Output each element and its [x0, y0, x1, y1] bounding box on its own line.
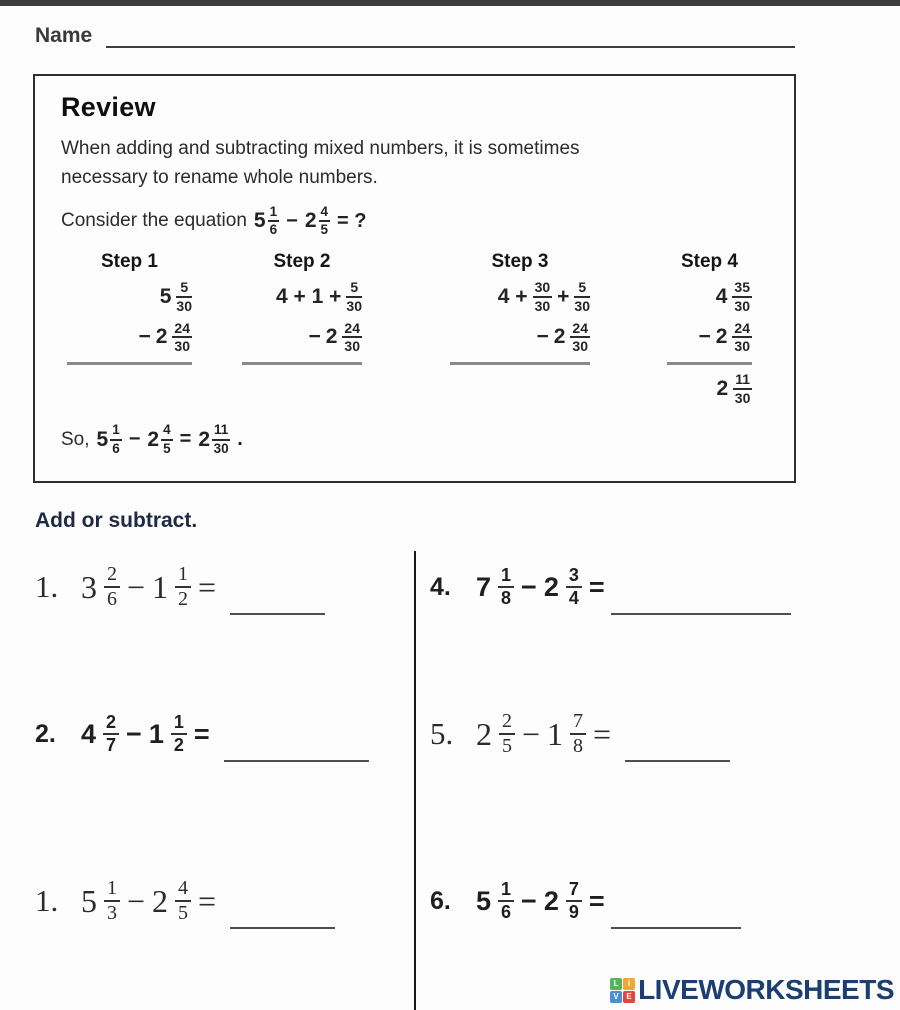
denominator: 5	[502, 735, 512, 757]
step-label: Step 4	[680, 251, 739, 273]
fraction	[172, 321, 192, 354]
minus-operator: −	[521, 885, 537, 916]
whole-number: 2	[543, 571, 559, 602]
denominator: 30	[344, 338, 360, 355]
equals-sign: =	[198, 882, 217, 919]
answer-blank[interactable]	[230, 585, 325, 615]
subtraction-rule	[450, 362, 590, 365]
minus-operator: −	[126, 718, 142, 749]
numerator: 1	[110, 423, 122, 440]
answer-blank[interactable]	[230, 899, 335, 929]
review-intro-line1: When adding and subtracting mixed numbers, it is sometimes	[61, 138, 580, 159]
answer-blank[interactable]	[611, 899, 741, 929]
step-bottom-line	[450, 321, 590, 354]
numerator: 4	[175, 878, 191, 902]
equals-sign: =	[198, 568, 217, 605]
whole-number: 2	[715, 325, 728, 349]
fraction	[161, 423, 173, 455]
numerator: 1	[104, 878, 120, 902]
step-bottom-line	[242, 321, 362, 354]
step-top-line	[67, 280, 192, 313]
denominator: 9	[568, 902, 579, 922]
fraction	[319, 205, 331, 237]
problem-number: 1.	[35, 883, 59, 918]
plus-operator: +	[557, 284, 570, 308]
fraction	[104, 878, 120, 924]
whole-number: 7	[476, 571, 492, 602]
denominator: 2	[178, 588, 189, 610]
whole-number: 5	[96, 427, 109, 451]
denominator: 5	[178, 902, 189, 924]
numerator: 2	[499, 711, 515, 735]
numerator: 1	[268, 205, 280, 222]
denominator: 8	[501, 588, 512, 608]
minus-operator: −	[698, 325, 711, 349]
problem-number: 4.	[430, 572, 451, 601]
numerator: 2	[104, 564, 120, 588]
liveworksheets-logo[interactable]	[610, 974, 894, 1006]
whole-number: 2	[553, 325, 566, 349]
denominator: 6	[501, 902, 512, 922]
logo-mark	[610, 978, 635, 1003]
step-label: Step 2	[273, 251, 331, 273]
expression-text: 4 +	[497, 284, 528, 308]
fraction	[104, 564, 120, 610]
numerator: 3	[566, 566, 582, 588]
problem-expression	[81, 878, 216, 924]
denominator: 30	[213, 440, 229, 456]
conclusion-line	[61, 423, 774, 455]
problem-expression	[476, 880, 605, 922]
problem-row-6	[430, 865, 900, 937]
minus-operator: −	[536, 325, 549, 349]
fraction	[110, 423, 122, 455]
problem-expression	[476, 566, 605, 608]
whole-number: 5	[476, 885, 492, 916]
subtraction-rule	[67, 362, 192, 365]
minus-operator: −	[138, 325, 151, 349]
whole-number: 1	[148, 718, 164, 749]
mixed-number	[147, 423, 172, 455]
step-bottom-line	[667, 321, 752, 354]
whole-number: 2	[304, 209, 317, 233]
mixed-number	[97, 423, 122, 455]
whole-number: 2	[155, 325, 168, 349]
fraction	[732, 280, 752, 313]
whole-number: 2	[198, 427, 210, 451]
denominator: 6	[269, 222, 278, 238]
step-column-2	[242, 251, 362, 365]
fraction	[570, 711, 586, 757]
denominator: 6	[107, 588, 117, 610]
whole-number: 1	[152, 568, 169, 605]
whole-number: 2	[543, 885, 559, 916]
whole-number: 2	[152, 882, 169, 919]
numerator: 1	[171, 713, 187, 735]
denominator: 5	[163, 440, 171, 456]
minus-operator: −	[127, 882, 146, 919]
consider-equation-line	[61, 205, 774, 237]
step-column-1	[67, 251, 192, 365]
step-top-line	[242, 280, 362, 313]
numerator: 7	[566, 880, 582, 902]
mixed-number	[198, 423, 230, 455]
numerator: 7	[570, 711, 586, 735]
denominator: 30	[734, 297, 750, 314]
whole-number: 1	[547, 715, 564, 752]
fraction	[499, 711, 515, 757]
problem-expression	[81, 713, 210, 755]
problem-row-2	[35, 698, 414, 770]
numerator: 4	[319, 205, 331, 222]
review-title: Review	[61, 92, 156, 122]
steps-row	[61, 251, 774, 405]
step-top-line	[450, 280, 590, 313]
step-column-4	[667, 251, 752, 405]
denominator: 4	[568, 588, 579, 608]
minus-operator: −	[521, 571, 537, 602]
fraction	[733, 372, 752, 405]
fraction	[498, 880, 514, 922]
step-bottom-line	[67, 321, 192, 354]
fraction	[533, 280, 553, 313]
equals-sign: =	[588, 571, 605, 602]
denominator: 6	[112, 440, 120, 456]
whole-number: 4	[715, 284, 728, 308]
fraction	[574, 280, 590, 313]
review-intro-line2: necessary to rename whole numbers.	[61, 167, 378, 189]
minus-operator: −	[308, 325, 321, 349]
problem-number: 2.	[35, 719, 56, 748]
numerator: 5	[346, 280, 362, 298]
scan-edge-bar	[0, 0, 900, 6]
column-divider	[414, 551, 416, 1010]
minus-operator: −	[522, 715, 541, 752]
numerator: 35	[732, 280, 752, 298]
fraction	[732, 321, 752, 354]
numerator: 5	[176, 280, 192, 298]
denominator: 30	[734, 389, 751, 406]
step-column-3	[450, 251, 590, 365]
mixed-number	[305, 205, 330, 237]
logo-square-v: V	[610, 991, 622, 1003]
denominator: 5	[320, 222, 329, 238]
step-label: Step 3	[491, 251, 549, 273]
denominator: 30	[534, 297, 551, 314]
fraction	[342, 321, 362, 354]
answer-blank[interactable]	[224, 732, 369, 762]
numerator: 5	[574, 280, 590, 298]
denominator: 30	[174, 338, 190, 355]
denominator: 30	[176, 297, 192, 314]
subtraction-rule	[667, 362, 752, 365]
logo-wordmark: LIVEWORKSHEETS	[638, 974, 894, 1005]
numerator: 2	[103, 713, 119, 735]
fraction	[566, 880, 582, 922]
problem-number: 6.	[430, 886, 451, 915]
numerator: 1	[498, 880, 514, 902]
fraction	[176, 280, 192, 313]
expression-text: 4 + 1 +	[276, 284, 342, 308]
numerator: 24	[172, 321, 192, 339]
review-box	[33, 74, 796, 483]
numerator: 11	[212, 423, 230, 440]
name-label: Name	[35, 24, 93, 47]
problem-number: 5.	[430, 716, 454, 751]
numerator: 24	[570, 321, 590, 339]
problem-expression	[81, 564, 216, 610]
fraction	[175, 564, 191, 610]
denominator: 30	[346, 297, 362, 314]
step-label: Step 1	[100, 251, 159, 273]
numerator: 11	[733, 372, 752, 390]
problems-area	[0, 541, 900, 1010]
step-result-line	[667, 372, 752, 405]
problem-row-3	[35, 865, 414, 937]
numerator: 24	[732, 321, 752, 339]
problems-right-column	[414, 541, 900, 1010]
fraction	[498, 566, 514, 608]
minus-operator: −	[127, 568, 146, 605]
problems-left-column	[0, 541, 414, 1010]
minus-operator: −	[286, 209, 298, 232]
denominator: 3	[107, 902, 117, 924]
period: .	[237, 428, 243, 451]
numerator: 1	[498, 566, 514, 588]
denominator: 8	[573, 735, 584, 757]
whole-number: 2	[716, 376, 729, 400]
fraction	[171, 713, 187, 755]
numerator: 24	[342, 321, 362, 339]
fraction	[346, 280, 362, 313]
problem-row-1	[35, 551, 414, 623]
name-row	[35, 22, 795, 48]
whole-number: 2	[325, 325, 338, 349]
name-input-line[interactable]	[106, 22, 795, 48]
mixed-number	[254, 205, 279, 237]
problem-expression	[476, 711, 611, 757]
answer-blank[interactable]	[611, 585, 791, 615]
equals-sign: =	[193, 718, 210, 749]
fraction	[268, 205, 280, 237]
fraction	[103, 713, 119, 755]
denominator: 30	[734, 338, 750, 355]
logo-square-i: I	[623, 978, 635, 990]
fraction	[570, 321, 590, 354]
logo-square-l: L	[610, 978, 622, 990]
denominator: 7	[106, 735, 117, 755]
whole-number: 3	[81, 568, 97, 605]
whole-number: 5	[81, 882, 97, 919]
denominator: 2	[173, 735, 184, 755]
fraction	[175, 878, 191, 924]
answer-blank[interactable]	[625, 732, 730, 762]
conclusion-text: So,	[61, 428, 90, 450]
fraction	[212, 423, 230, 455]
numerator: 4	[161, 423, 173, 440]
problem-row-4	[430, 551, 900, 623]
whole-number: 5	[253, 209, 266, 233]
equals-sign: =	[588, 885, 605, 916]
subtraction-rule	[242, 362, 362, 365]
whole-number: 4	[81, 718, 97, 749]
whole-number: 2	[476, 715, 492, 752]
denominator: 30	[572, 338, 588, 355]
numerator: 1	[175, 564, 191, 588]
whole-number: 2	[147, 427, 160, 451]
equals-question: = ?	[337, 209, 367, 232]
numerator: 30	[533, 280, 553, 298]
denominator: 30	[574, 297, 590, 314]
problem-number: 1.	[35, 569, 59, 604]
logo-square-e: E	[623, 991, 635, 1003]
whole-number: 5	[159, 284, 172, 308]
consider-text: Consider the equation	[61, 210, 247, 232]
problem-row-5	[430, 698, 900, 770]
step-top-line	[667, 280, 752, 313]
instruction-heading: Add or subtract.	[35, 509, 198, 532]
fraction	[566, 566, 582, 608]
equals-sign: =	[179, 428, 192, 451]
equals-sign: =	[593, 715, 612, 752]
minus-operator: −	[128, 428, 141, 451]
